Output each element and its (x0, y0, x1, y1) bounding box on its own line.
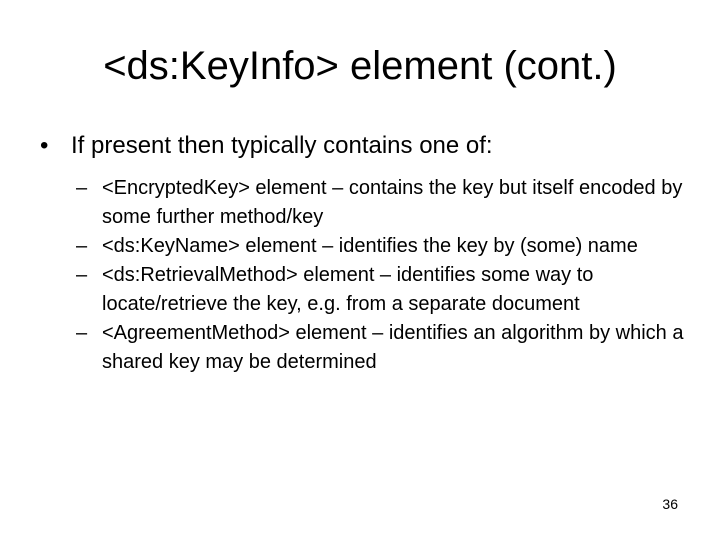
sub-bullet-retrieval-method (76, 261, 702, 319)
dash-marker: – (76, 322, 88, 344)
dash-marker: – (76, 177, 88, 199)
dash-marker: – (76, 264, 88, 286)
sub-bullet-text: <EncryptedKey> element – contains the key but itself encoded by some further method/key (102, 177, 683, 228)
sub-bullet-text: <ds:KeyName> element – identifies the key by (some) name (102, 235, 638, 257)
sub-bullet-text: <AgreementMethod> element – identifies an algorithm by which a shared key may be determined (102, 322, 684, 373)
sub-bullet-list (76, 174, 696, 377)
dash-marker: – (76, 235, 88, 257)
bullet-text: If present then typically contains one of: (71, 132, 493, 159)
sub-bullet-key-name (76, 232, 702, 261)
bullet-marker: • (40, 132, 49, 159)
sub-bullet-text: <ds:RetrievalMethod> element – identifies some way to locate/retrieve the key, e.g. from a separate document (102, 264, 594, 315)
slide-title: <ds:KeyInfo> element (cont.) (103, 44, 617, 88)
page-number: 36 (662, 496, 678, 512)
sub-bullet-encrypted-key (76, 174, 702, 232)
sub-bullet-agreement-method (76, 319, 702, 377)
